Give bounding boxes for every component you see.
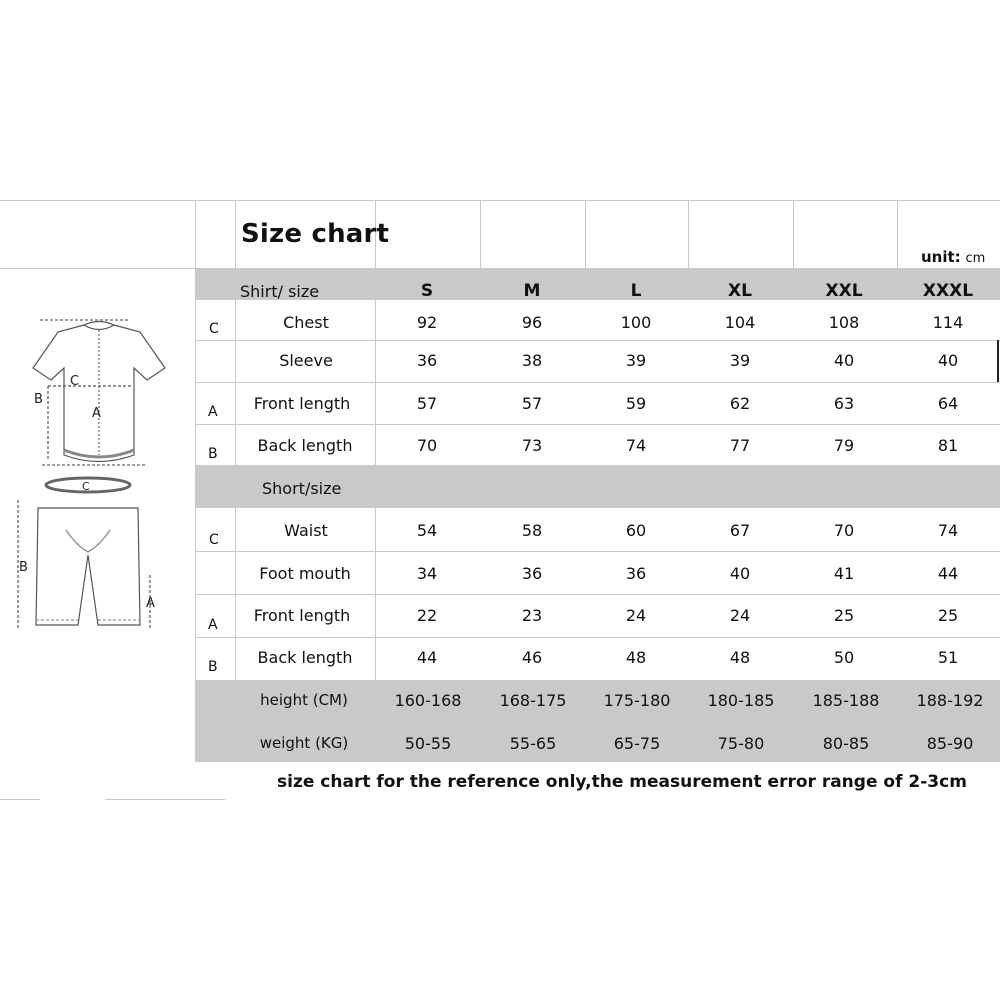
grid-line xyxy=(997,340,999,382)
measure-letter: B xyxy=(208,659,218,675)
size-header: XXXL xyxy=(922,281,974,301)
jersey-label-b: B xyxy=(34,392,43,407)
table-cell: 74 xyxy=(625,436,647,455)
table-cell: 46 xyxy=(521,648,543,667)
table-cell: 55-65 xyxy=(509,734,557,753)
table-cell: 108 xyxy=(828,313,860,332)
table-cell: 50 xyxy=(833,648,855,667)
table-cell: 44 xyxy=(416,648,438,667)
table-cell: 40 xyxy=(729,564,751,583)
grid-line xyxy=(195,382,1000,383)
shorts-label-b: B xyxy=(19,560,28,575)
measure-letter: B xyxy=(208,446,218,462)
table-cell: 57 xyxy=(416,394,438,413)
table-cell: 51 xyxy=(937,648,959,667)
table-cell: 100 xyxy=(620,313,652,332)
table-cell: 77 xyxy=(729,436,751,455)
table-cell: 40 xyxy=(833,351,855,370)
table-cell: 44 xyxy=(937,564,959,583)
table-cell: 36 xyxy=(625,564,647,583)
size-header: M xyxy=(523,281,541,301)
measure-letter: C xyxy=(209,321,219,337)
row-label: Waist xyxy=(284,521,328,540)
row-label: height (CM) xyxy=(260,691,348,709)
table-cell: 50-55 xyxy=(404,734,452,753)
shirt-size-header: Shirt/ size xyxy=(240,282,320,301)
grid-line xyxy=(480,200,481,268)
table-cell: 36 xyxy=(521,564,543,583)
table-cell: 25 xyxy=(937,606,959,625)
table-cell: 34 xyxy=(416,564,438,583)
table-cell: 67 xyxy=(729,521,751,540)
table-cell: 92 xyxy=(416,313,438,332)
table-cell: 39 xyxy=(625,351,647,370)
table-cell: 48 xyxy=(625,648,647,667)
jersey-diagram xyxy=(33,320,165,465)
measure-letter: C xyxy=(209,532,219,548)
table-cell: 96 xyxy=(521,313,543,332)
size-header: S xyxy=(420,281,434,301)
row-label: Front length xyxy=(253,394,351,413)
shorts-diagram xyxy=(18,478,150,630)
grid-line xyxy=(688,200,689,268)
row-label: Back length xyxy=(257,436,353,455)
grid-line xyxy=(195,340,1000,341)
table-cell: 63 xyxy=(833,394,855,413)
grid-line xyxy=(195,637,1000,638)
table-cell: 188-192 xyxy=(916,691,984,710)
table-cell: 81 xyxy=(937,436,959,455)
grid-line xyxy=(585,200,586,268)
table-cell: 64 xyxy=(937,394,959,413)
shorts-label-c: C xyxy=(82,480,90,493)
size-header: XL xyxy=(728,281,752,301)
table-cell: 36 xyxy=(416,351,438,370)
table-cell: 41 xyxy=(833,564,855,583)
grid-line xyxy=(195,424,1000,425)
row-label: Front length xyxy=(253,606,351,625)
table-cell: 70 xyxy=(833,521,855,540)
table-cell: 62 xyxy=(729,394,751,413)
table-cell: 38 xyxy=(521,351,543,370)
table-cell: 48 xyxy=(729,648,751,667)
table-cell: 54 xyxy=(416,521,438,540)
table-cell: 114 xyxy=(932,313,964,332)
table-cell: 73 xyxy=(521,436,543,455)
table-cell: 59 xyxy=(625,394,647,413)
grid-line xyxy=(0,200,1000,201)
measure-letter: A xyxy=(208,617,218,633)
table-cell: 160-168 xyxy=(394,691,462,710)
table-cell: 168-175 xyxy=(499,691,567,710)
grid-line xyxy=(897,200,898,268)
grid-line xyxy=(375,300,376,465)
unit-label: unit: cm xyxy=(921,248,986,266)
table-cell: 70 xyxy=(416,436,438,455)
measure-letter: A xyxy=(208,404,218,420)
table-cell: 58 xyxy=(521,521,543,540)
row-label: Back length xyxy=(257,648,353,667)
table-cell: 75-80 xyxy=(717,734,765,753)
grid-line xyxy=(105,799,225,800)
table-cell: 23 xyxy=(521,606,543,625)
table-cell: 60 xyxy=(625,521,647,540)
table-cell: 175-180 xyxy=(603,691,671,710)
footnote: size chart for the reference only,the measurement error range of 2-3cm xyxy=(277,772,967,792)
jersey-label-a: A xyxy=(92,406,101,421)
row-label: Chest xyxy=(283,313,329,332)
page-title: Size chart xyxy=(241,219,390,249)
table-cell: 104 xyxy=(724,313,756,332)
row-label: Sleeve xyxy=(279,351,333,370)
grid-line xyxy=(195,594,1000,595)
garment-diagrams xyxy=(0,290,195,670)
table-cell: 79 xyxy=(833,436,855,455)
table-cell: 180-185 xyxy=(707,691,775,710)
table-cell: 80-85 xyxy=(822,734,870,753)
table-cell: 39 xyxy=(729,351,751,370)
shorts-label-a: A xyxy=(146,596,155,611)
row-label: weight (KG) xyxy=(259,734,349,752)
short-size-header: Short/size xyxy=(262,479,342,498)
grid-line xyxy=(793,200,794,268)
row-label: Foot mouth xyxy=(259,564,351,583)
size-header: L xyxy=(630,281,642,301)
table-cell: 24 xyxy=(729,606,751,625)
table-cell: 65-75 xyxy=(613,734,661,753)
table-cell: 22 xyxy=(416,606,438,625)
grid-line xyxy=(0,268,195,269)
size-header: XXL xyxy=(825,281,863,301)
table-cell: 57 xyxy=(521,394,543,413)
grid-line xyxy=(0,799,40,800)
table-cell: 185-188 xyxy=(812,691,880,710)
jersey-label-c: C xyxy=(70,374,80,389)
grid-line xyxy=(195,551,1000,552)
table-cell: 85-90 xyxy=(926,734,974,753)
table-cell: 74 xyxy=(937,521,959,540)
grid-line xyxy=(375,508,376,680)
table-cell: 25 xyxy=(833,606,855,625)
table-cell: 24 xyxy=(625,606,647,625)
table-cell: 40 xyxy=(937,351,959,370)
